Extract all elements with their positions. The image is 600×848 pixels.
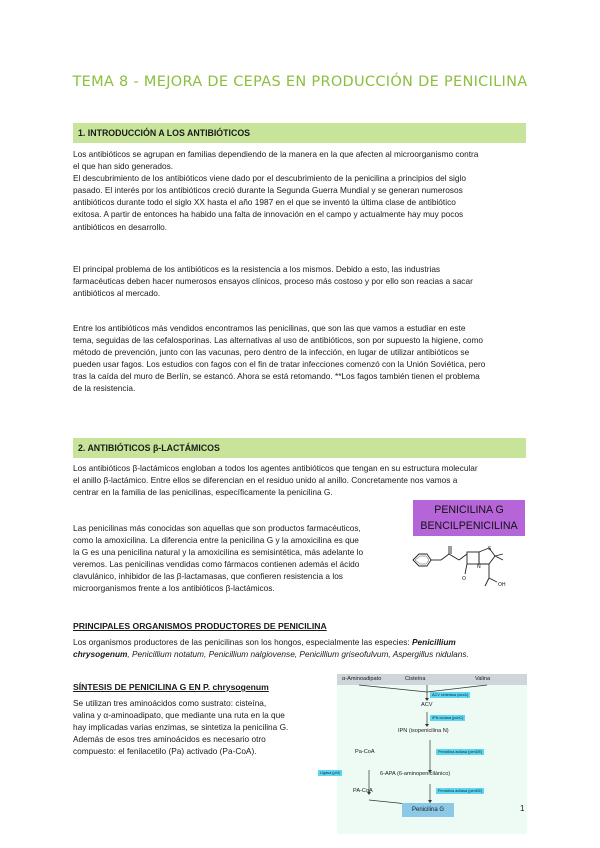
text-line — [73, 636, 526, 648]
diagram-label-aminoadipate: α-Aminoadipato — [342, 676, 382, 682]
text-line: veremos. Las penicilinas vendidas como fármacos contienen además el ácido — [73, 559, 360, 570]
text-line: exitosa. A partir de entonces ha habido una falta de innovación en el campo y actualmente hay muy pocos — [73, 209, 464, 220]
producers-heading: PRINCIPALES ORGANISMOS PRODUCTORES DE PENICILINA — [73, 621, 327, 631]
svg-text:N: N — [477, 564, 481, 570]
text-line: tras la caída del muro de Berlín, se estancó. Ahora se está retomando. **Los fagos también tienen el problema — [73, 371, 480, 382]
section2-paragraph-a — [73, 462, 526, 498]
benzylpenicillin-title: BENCILPENICILINA — [420, 520, 518, 532]
text-line: Entre los antibióticos más vendidos encontramos las penicilinas, que son las que vamos a estudiar en este — [73, 323, 466, 333]
text-line: Además de esos tres aminoácidos es necesario otro — [73, 734, 266, 745]
text-line: centrar en la familia de las penicilinas, específicamente la penicilina G. — [73, 487, 333, 498]
enzyme-penicillin-acylase-2: Penicilina acilasa (penDE) — [438, 789, 483, 793]
text-line — [73, 648, 526, 660]
section1-paragraph-c — [73, 322, 526, 395]
text-line: antibióticos al mercado. — [73, 288, 161, 299]
text-line: clavulánico, inhibidor de las β-lactamasas, que confieren resistencia a los — [73, 571, 343, 582]
species-name: Penicillium — [412, 637, 456, 647]
text-line: la G es una penicilina natural y la amoxicilina es semisintética, más adelante lo — [73, 547, 364, 558]
penicillin-g-label-box — [413, 500, 525, 536]
producers-paragraph — [73, 636, 526, 660]
svg-text:S: S — [488, 546, 492, 552]
diagram-ipn: IPN (isopenicilina N) — [398, 728, 449, 734]
enzyme-ligase: Ligasa (phl) — [320, 771, 340, 775]
synthesis-paragraph — [73, 697, 313, 757]
page-title: TEMA 8 - MEJORA DE CEPAS EN PRODUCCIÓN DE PENICILINA — [72, 74, 528, 90]
text-line: pueden usar fagos. Los estudios con fagos con el fin de tratar infecciones comenzó con la Unión Soviética, pero — [73, 359, 486, 370]
svg-text:O: O — [462, 576, 466, 582]
text-line: de la resistencia. — [73, 383, 136, 394]
section2-heading: 2. ANTIBIÓTICOS β-LACTÁMICOS — [78, 443, 220, 453]
text-line: como la amoxicilina. La diferencia entre la penicilina G y la amoxicilina es que — [73, 535, 359, 546]
structure-oh-label: OH — [498, 582, 506, 588]
text-line: tema, seguidas de las cefalosporinas. Las alternativas al uso de antibióticos, son por supuesto la higiene, como — [73, 335, 484, 346]
penicillin-g-structure — [405, 538, 525, 600]
text-line: hay implicadas varias enzimas, se sintetiza la penicilina G. — [73, 722, 289, 733]
species-list: , Penicillium notatum, Penicillium nalgiovense, Penicillium griseofulvum, Aspergillus nidulans. — [127, 649, 469, 660]
text-line: Los antibióticos se agrupan en familias dependiendo de la manera en la que afecten al microorganismo contra — [73, 149, 479, 159]
text-line: antibióticos en desarrollo. — [73, 221, 168, 232]
enzyme-penicillin-acylase: Penicilina acilasa (penDE) — [438, 750, 483, 754]
text-line: farmacéuticas deben hacer numerosos ensayos clínicos, proceso más costoso y por ello son reacias a sacar — [73, 276, 473, 287]
text-line: el que han sido generados. — [73, 161, 174, 172]
diagram-label-valine: Valina — [475, 676, 491, 682]
text-line: Las penicilinas más conocidas son aquellas que son productos farmacéuticos, — [73, 523, 361, 533]
producers-text: Los organismos productores de las penicilinas son los hongos, especialmente las especies: — [73, 637, 410, 647]
enzyme-acv-synthetase: ACV sintetasa (acvA) — [432, 693, 469, 697]
text-line: antibióticos durante todo el siglo XX hasta el año 1987 en el que se inventó la última clase de antibiótico — [73, 197, 456, 208]
diagram-penicillin-g: Penicilina G — [402, 803, 454, 817]
page-number: 1 — [520, 804, 525, 813]
species-name: chrysogenum — [73, 649, 128, 660]
diagram-pa-coa: PA-CoA — [353, 788, 373, 794]
section2-paragraph-b — [73, 522, 403, 595]
diagram-acv: ACV — [421, 702, 433, 708]
text-line: Los antibióticos β-lactámicos engloban a todos los agentes antibióticos que tengan en su estructura molecular — [73, 463, 478, 473]
diagram-pacoa: Pa-CoA — [355, 749, 375, 755]
text-line: Se utilizan tres aminoácidos como sustrato: cisteína, — [73, 698, 267, 708]
section1-paragraph-b — [73, 263, 526, 299]
section1-paragraph-a — [73, 148, 526, 233]
text-line: pasado. El interés por los antibióticos creció durante la Segunda Guerra Mundial y se generan numerosos — [73, 185, 463, 196]
text-line: método de prevención, junto con las vacunas, pero dentro de la infección, en lugar de utilizar antibióticos se — [73, 347, 470, 358]
diagram-label-cysteine: Cisteína — [405, 676, 426, 682]
synthesis-heading: SÍNTESIS DE PENICILINA G EN P. chrysogenum — [73, 682, 269, 692]
enzyme-ipn-cyclase: IPN ciclasa (pcbC) — [432, 716, 464, 720]
text-line: compuesto: el fenilacetilo (Pa) activado (Pa-CoA). — [73, 746, 257, 757]
text-line: el anillo β-lactámico. Entre ellos se diferencian en el residuo unido al anillo. Concretamente nos vamos a — [73, 475, 458, 486]
text-line: valina y α-aminoadipato, que mediante una ruta en la que — [73, 710, 285, 721]
text-line: El principal problema de los antibióticos es la resistencia a los mismos. Debido a esto, las industrias — [73, 264, 441, 274]
text-line: microorganismos frente a los antibióticos β-lactámicos. — [73, 583, 275, 594]
section1-heading: 1. INTRODUCCIÓN A LOS ANTIBIÓTICOS — [78, 128, 251, 138]
diagram-6apa: 6-APA (6-aminopenicilánico) — [380, 771, 451, 777]
text-line: El descubrimiento de los antibióticos viene dado por el descubrimiento de la penicilina a principios del siglo — [73, 173, 466, 184]
penicillin-g-title: PENICILINA G — [434, 504, 504, 516]
